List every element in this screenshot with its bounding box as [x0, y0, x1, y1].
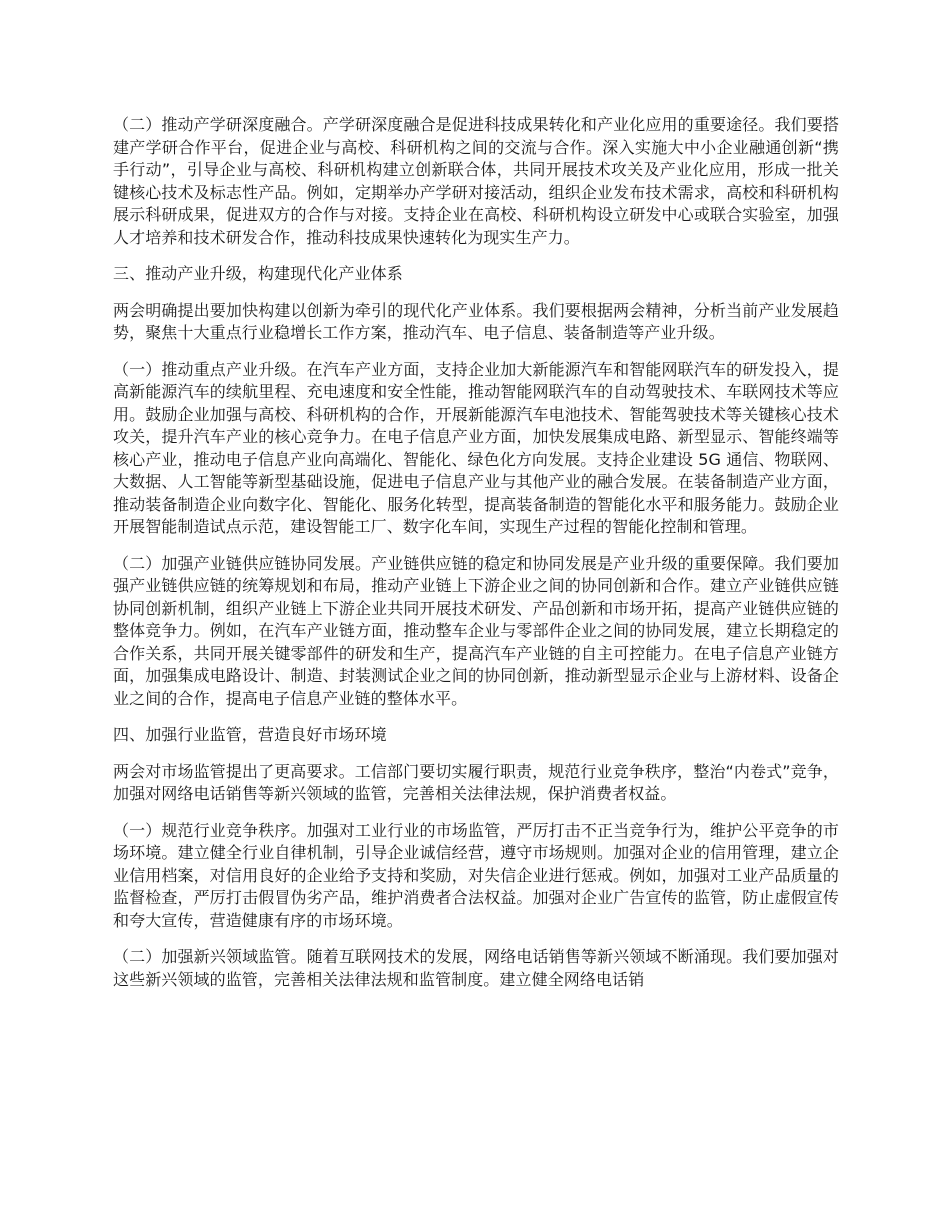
- paragraph-industry-academia-integration: （二）推动产学研深度融合。产学研深度融合是促进科技成果转化和产业化应用的重要途径。我们要搭建产学研合作平台，促进企业与高校、科研机构之间的交流与合作。深入实施大中小企业融通创新“携手行动”，引导企业与高校、科研机构建立创新联合体，共同开展技术攻关及产业化应用，形成一批关键核心技术及标志性产品。例如，定期举办产学研对接活动，组织企业发布技术需求，高校和科研机构展示科研成果，促进双方的合作与对接。支持企业在高校、科研机构设立研发中心或联合实验室，加强人才培养和技术研发合作，推动科技成果快速转化为现实生产力。: [113, 115, 839, 247]
- section-heading-industry-supervision: 四、加强行业监管，营造良好市场环境: [113, 725, 387, 744]
- section-heading-industrial-upgrade: 三、推动产业升级，构建现代化产业体系: [113, 264, 403, 283]
- paragraph-key-industry-upgrade: （一）推动重点产业升级。在汽车产业方面，支持企业加大新能源汽车和智能网联汽车的研发投入，提高新能源汽车的续航里程、充电速度和安全性能，推动智能网联汽车的自动驾驶技术、车联网技术等应用。鼓励企业加强与高校、科研机构的合作，开展新能源汽车电池技术、智能驾驶技术等关键核心技术攻关，提升汽车产业的核心竞争力。在电子信息产业方面，加快发展集成电路、新型显示、智能终端等核心产业，推动电子信息产业向高端化、智能化、绿色化方向发展。支持企业建设 5G 通信、物联网、大数据、人工智能等新型基础设施，促进电子信息产业与其他产业的融合发展。在装备制造产业方面，推动装备制造企业向数字化、智能化、服务化转型，提高装备制造的智能化水平和服务能力。鼓励企业开展智能制造试点示范，建设智能工厂、数字化车间，实现生产过程的智能化控制和管理。: [113, 359, 839, 536]
- document-page: [113, 114, 839, 1005]
- paragraph-competition-order: （一）规范行业竞争秩序。加强对工业行业的市场监管，严厉打击不正当竞争行为，维护公平竞争的市场环境。建立健全行业自律机制，引导企业诚信经营，遵守市场规则。加强对企业的信用管理，建立企业信用档案，对信用良好的企业给予支持和奖励，对失信企业进行惩戒。例如，加强对工业产品质量的监督检查，严厉打击假冒伪劣产品，维护消费者合法权益。加强对企业广告宣传的监管，防止虚假宣传和夸大宣传，营造健康有序的市场环境。: [113, 820, 839, 930]
- paragraph-supply-chain-coordination: （二）加强产业链供应链协同发展。产业链供应链的稳定和协同发展是产业升级的重要保障。我们要加强产业链供应链的统筹规划和布局，推动产业链上下游企业之间的协同创新和合作。建立产业链供应链协同创新机制，组织产业链上下游企业共同开展技术研发、产品创新和市场开拓，提高产业链供应链的整体竞争力。例如，在汽车产业链方面，推动整车企业与零部件企业之间的协同发展，建立长期稳定的合作关系，共同开展关键零部件的研发和生产，提高汽车产业链的自主可控能力。在电子信息产业链方面，加强集成电路设计、制造、封装测试企业之间的协同创新，推动新型显示企业与上游材料、设备企业之间的合作，提高电子信息产业链的整体水平。: [113, 553, 839, 708]
- paragraph-market-supervision: 两会对市场监管提出了更高要求。工信部门要切实履行职责，规范行业竞争秩序，整治“内卷式”竞争，加强对网络电话销售等新兴领域的监管，完善相关法律法规，保护消费者权益。: [113, 761, 839, 803]
- paragraph-modern-industrial-system: 两会明确提出要加快构建以创新为牵引的现代化产业体系。我们要根据两会精神，分析当前产业发展趋势，聚焦十大重点行业稳增长工作方案，推动汽车、电子信息、装备制造等产业升级。: [113, 300, 839, 342]
- paragraph-emerging-fields-supervision: （二）加强新兴领域监管。随着互联网技术的发展，网络电话销售等新兴领域不断涌现。我们要加强对这些新兴领域的监管，完善相关法律法规和监管制度。建立健全网络电话销: [113, 947, 839, 989]
